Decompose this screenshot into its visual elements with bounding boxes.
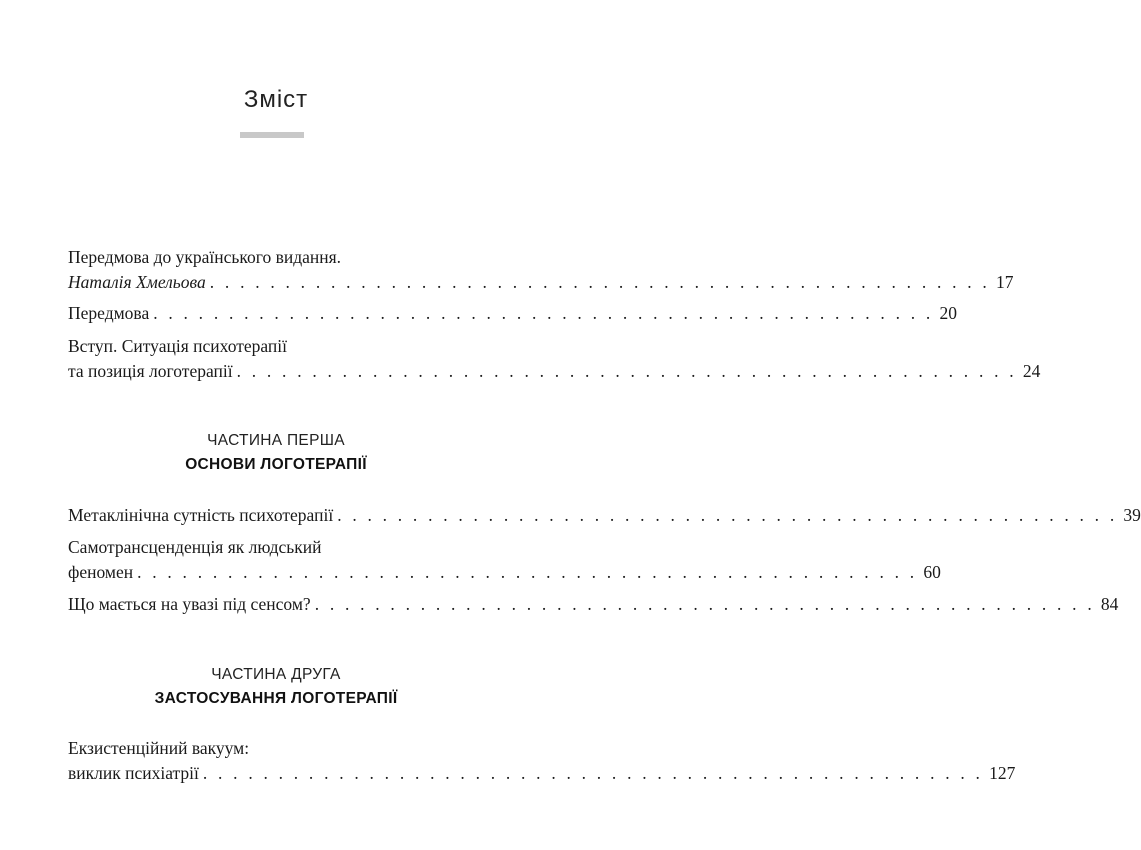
toc-entry-introduction[interactable]	[68, 334, 1041, 384]
toc-entry-title: Самотрансценденція як людський	[68, 537, 322, 557]
toc-entry-meaning[interactable]	[68, 592, 1119, 617]
dot-leader: . . . . . . . . . . . . . . . . . . . . . . . . . . . . . . . . . . . . . . . . . . . . . . . . . . . .	[337, 505, 1118, 525]
toc-entry-metaclinical[interactable]	[68, 503, 1141, 528]
toc-page-number: 20	[939, 303, 957, 323]
toc-entry-title: Екзистенційний вакуум:	[68, 738, 250, 758]
part-title[interactable]: ОСНОВИ ЛОГОТЕРАПІЇ	[185, 456, 367, 473]
dot-leader: . . . . . . . . . . . . . . . . . . . . . . . . . . . . . . . . . . . . . . . . . . . . . . . . . . . .	[209, 272, 990, 292]
toc-entry-foreword-ukrainian[interactable]	[68, 245, 1014, 295]
toc-entry-self-transcendence[interactable]	[68, 535, 941, 585]
toc-page-number: 60	[923, 562, 941, 582]
toc-entry-existential-vacuum[interactable]	[68, 736, 1016, 786]
part-label: ЧАСТИНА ПЕРША	[207, 432, 345, 449]
toc-page-number: 127	[989, 763, 1016, 783]
dot-leader: . . . . . . . . . . . . . . . . . . . . . . . . . . . . . . . . . . . . . . . . . . . . . . . . . . . .	[314, 594, 1095, 614]
toc-entry-title: Метаклінічна сутність психотерапії	[68, 505, 334, 525]
page-title: Зміст	[243, 86, 309, 113]
toc-entry-title-cont: феномен	[68, 562, 134, 582]
toc-page-number: 17	[996, 272, 1014, 292]
toc-entry-foreword[interactable]	[68, 301, 957, 326]
toc-page-number: 84	[1100, 594, 1119, 614]
toc-entry-title-cont: виклик психіатрії	[68, 763, 199, 783]
part-label: ЧАСТИНА ДРУГА	[211, 666, 341, 683]
dot-leader: . . . . . . . . . . . . . . . . . . . . . . . . . . . . . . . . . . . . . . . . . . . . . . . . . . . .	[153, 303, 934, 323]
part-title[interactable]: ЗАСТОСУВАННЯ ЛОГОТЕРАПІЇ	[154, 690, 398, 707]
toc-page-number: 39	[1123, 505, 1141, 525]
toc-entry-author: Наталія Хмельова	[68, 272, 206, 292]
dot-leader: . . . . . . . . . . . . . . . . . . . . . . . . . . . . . . . . . . . . . . . . . . . . . . . . . . . .	[236, 361, 1017, 381]
toc-page-number: 24	[1022, 361, 1041, 381]
toc-entry-title: Що мається на увазі під сенсом?	[68, 594, 311, 614]
toc-entry-title: Вступ. Ситуація психотерапії	[68, 336, 288, 356]
dot-leader: . . . . . . . . . . . . . . . . . . . . . . . . . . . . . . . . . . . . . . . . . . . . . . . . . . . .	[202, 763, 984, 783]
toc-entry-title: Передмова	[68, 303, 150, 323]
toc-entry-title: Передмова до українського видання.	[68, 247, 342, 267]
title-underline	[240, 132, 304, 138]
toc-entry-title-cont: та позиція логотерапії	[68, 361, 233, 381]
part-heading-1	[0, 432, 552, 474]
dot-leader: . . . . . . . . . . . . . . . . . . . . . . . . . . . . . . . . . . . . . . . . . . . . . . . . . . . .	[137, 562, 918, 582]
part-heading-2	[0, 666, 552, 708]
